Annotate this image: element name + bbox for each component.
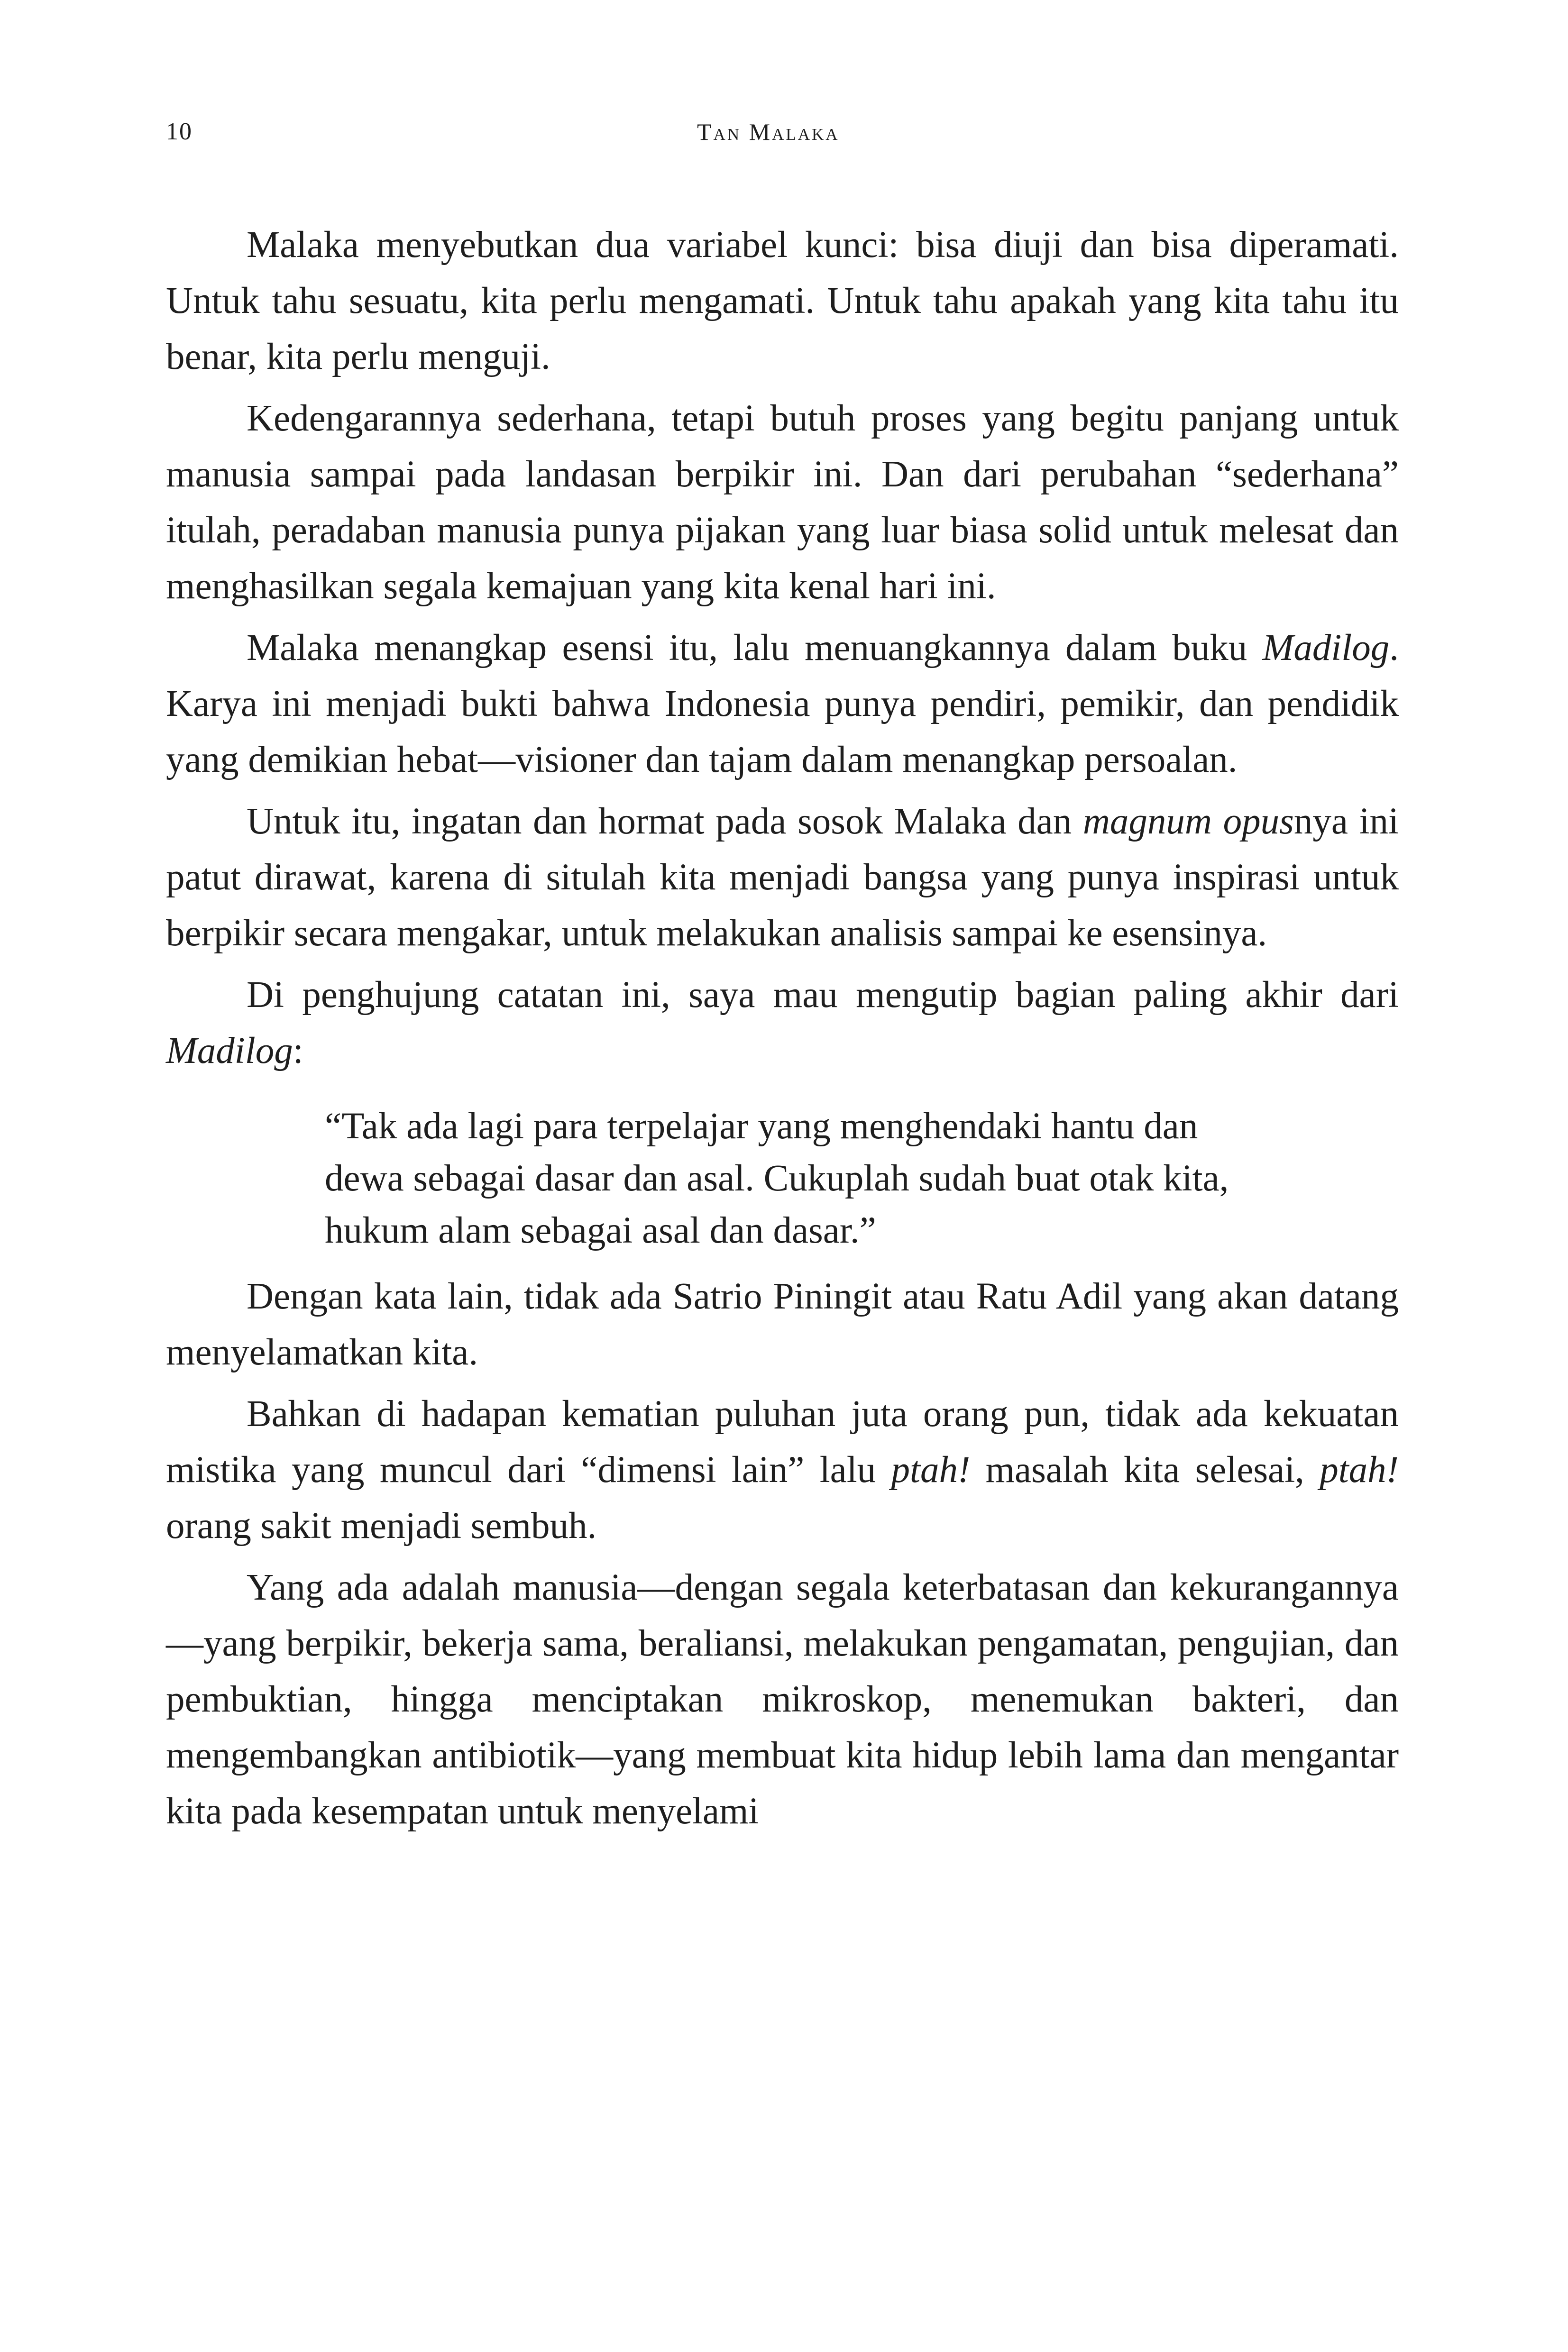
interjection-italic: ptah! [1320, 1449, 1399, 1491]
paragraph: Kedengarannya sederhana, tetapi butuh proses yang begitu panjang untuk manusia sampai pada landasan berpikir ini. Dan dari perubahan “sederhana” itulah, peradaban manusia punya pijakan yang luar biasa solid untuk melesat dan menghasilkan segala kemajuan yang kita kenal hari ini. [166, 398, 1399, 607]
quote-line: “Tak ada lagi para terpelajar yang menghendaki hantu dan [325, 1106, 1198, 1147]
paragraph-text: Di penghujung catatan ini, saya mau mengutip bagian paling akhir dari [247, 974, 1399, 1016]
interjection-italic: ptah! [891, 1449, 971, 1491]
paragraph-text: Bahkan di hadapan kematian puluhan juta orang pun, tidak ada kekuatan mistika yang muncul dari “dimensi lain” lalu [166, 1393, 1399, 1491]
paragraph-text: Malaka menangkap esensi itu, lalu menuangkannya dalam buku [247, 627, 1263, 668]
paragraph [166, 967, 1399, 1079]
paragraph: Yang ada adalah manusia—dengan segala keterbatasan dan kekurangannya—yang berpikir, bekerja sama, beraliansi, melakukan pengamatan, pengujian, dan pembuktian, hingga menciptakan mikroskop, menemukan bakteri, dan mengembangkan antibiotik—yang membuat kita hidup lebih lama dan mengantar kita pada kesempatan untuk menyelami [166, 1567, 1399, 1832]
latin-term-italic: magnum opus [1082, 801, 1294, 842]
quote-line: dewa sebagai dasar dan asal. Cukuplah sudah buat otak kita, [325, 1158, 1229, 1199]
paragraph [166, 1386, 1399, 1554]
book-title-italic: Madilog [166, 1030, 293, 1071]
body-text [166, 217, 1399, 1840]
block-quote [325, 1100, 1354, 1257]
paragraph [166, 620, 1399, 788]
paragraph-text: : [293, 1030, 303, 1071]
quote-line: hukum alam sebagai asal dan dasar.” [325, 1210, 876, 1251]
running-title: Tan Malaka [697, 119, 840, 145]
paragraph-text: nya ini patut dirawat, karena di situlah kita menjadi bangsa yang punya inspirasi untuk berpikir secara mengakar, untuk melakukan analisis sampai ke esensinya. [166, 801, 1399, 954]
paragraph: Malaka menyebutkan dua variabel kunci: bisa diuji dan bisa diperamati. Untuk tahu sesuatu, kita perlu mengamati. Untuk tahu apakah yang kita tahu itu benar, kita perlu menguji. [166, 224, 1399, 377]
paragraph-text: masalah kita selesai, [970, 1449, 1320, 1491]
paragraph-text: . Karya ini menjadi bukti bahwa Indonesia punya pendiri, pemikir, dan pendidik yang demikian hebat—visioner dan tajam dalam menangkap persoalan. [166, 627, 1399, 780]
book-title-italic: Madilog [1262, 627, 1390, 668]
paragraph-text: Untuk itu, ingatan dan hormat pada sosok Malaka dan [247, 801, 1083, 842]
paragraph: Dengan kata lain, tidak ada Satrio Piningit atau Ratu Adil yang akan datang menyelamatkan kita. [166, 1276, 1399, 1373]
running-head [166, 113, 1399, 151]
page-number: 10 [166, 118, 193, 145]
paragraph [166, 794, 1399, 961]
paragraph-text: orang sakit menjadi sembuh. [166, 1505, 597, 1547]
